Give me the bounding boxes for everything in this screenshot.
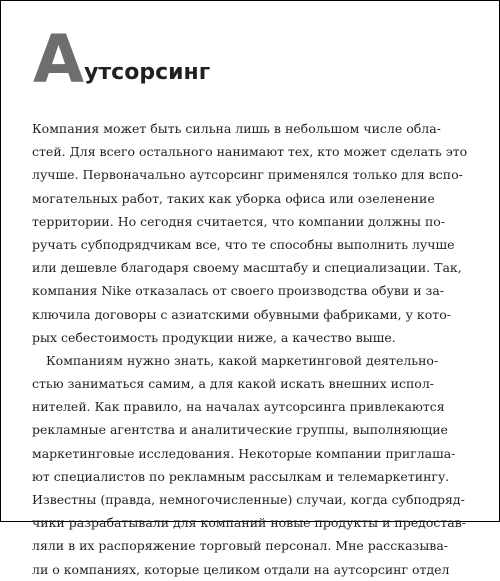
text-line: или дешевле благодаря своему масштабу и специализации. Так, (32, 260, 462, 276)
text-line: маркетинговые исследования. Некоторые компании приглаша- (32, 445, 456, 461)
text-line: могательных работ, таких как уборка офиса или озеленение (32, 190, 435, 206)
text-line: Компаниям нужно знать, какой маркетинговой деятельно- (46, 352, 439, 368)
text-line: ли о компаниях, которые целиком отдали на аутсорсинг отдел (32, 561, 450, 577)
text-line: стей. Для всего остального нанимают тех, кто может сделать это (32, 144, 468, 160)
paragraph-1 (32, 117, 477, 349)
text-line: стью заниматься самим, а для какой искать внешних испол- (32, 376, 434, 392)
text-line: нителей. Как правило, на началах аутсорсинга привлекаются (32, 399, 445, 415)
text-line: компания Nike отказалась от своего производства обуви и за- (32, 283, 445, 299)
text-line: чики разрабатывали для компаний новые продукты и предостав- (32, 515, 466, 531)
text-line: ляли в их распоряжение торговый персонал. Мне рассказыва- (32, 538, 449, 554)
chapter-heading (33, 21, 211, 98)
text-line: территории. Но сегодня считается, что компании должны по- (32, 213, 446, 229)
text-line: рых себестоимость продукции ниже, а качество выше. (32, 329, 396, 345)
text-line: лучше. Первоначально аутсорсинг применялся только для вспо- (32, 167, 463, 183)
text-line: рекламные агентства и аналитические группы, выполняющие (32, 422, 448, 438)
body-text (32, 117, 477, 581)
text-line: ключила договоры с азиатскими обувными фабриками, у кото- (32, 306, 451, 322)
heading-text: утсорсинг (84, 60, 211, 85)
text-line: ют специалистов по рекламным рассылкам и телемаркетингу. (32, 468, 450, 484)
text-line: ручать субподрядчикам все, что те способны выполнить лучше (32, 236, 455, 252)
heading-drop-letter: А (33, 21, 83, 98)
text-line: Компания может быть сильна лишь в небольшом числе обла- (32, 121, 441, 136)
text-line: Известны (правда, немногочисленные) случаи, когда субподряд- (32, 492, 465, 507)
paragraph-2 (32, 349, 477, 581)
